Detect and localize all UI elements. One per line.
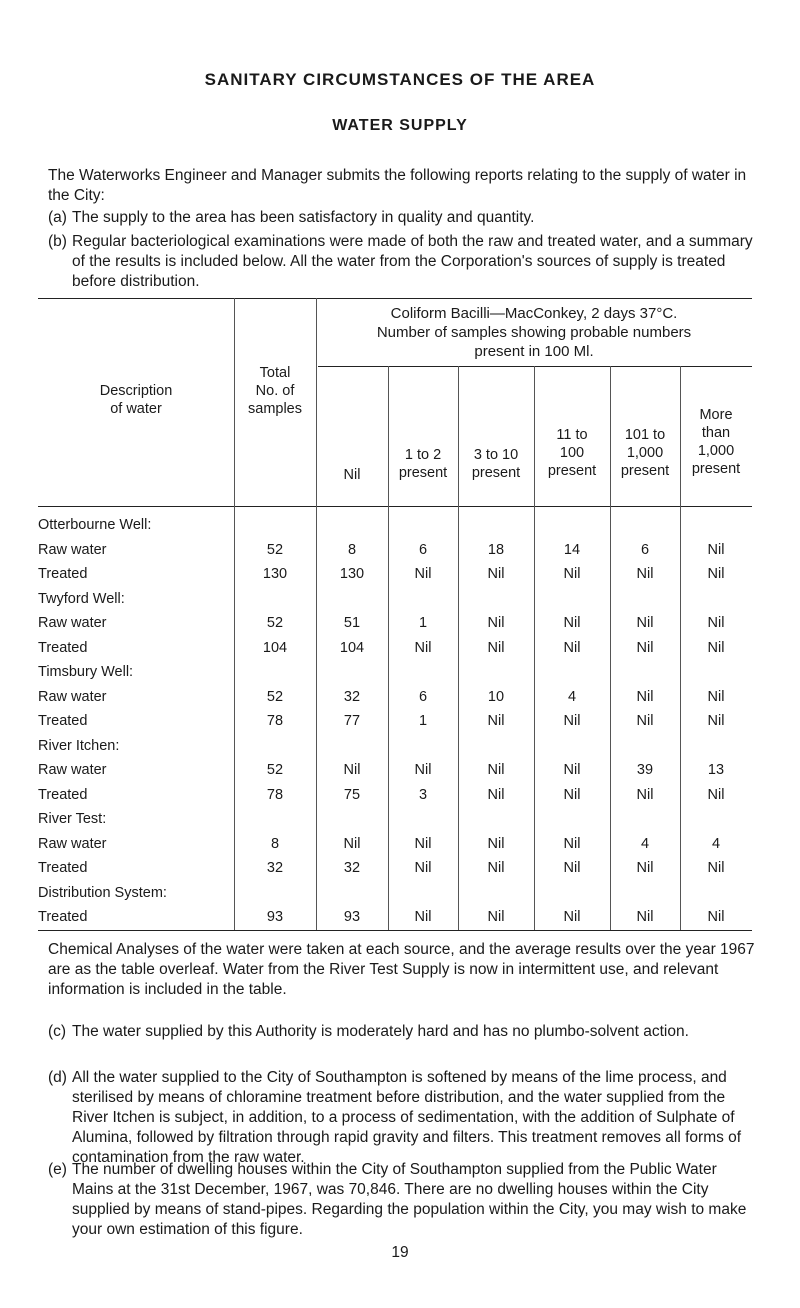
table-cell: Nil bbox=[707, 713, 725, 729]
table-cell: 52 bbox=[266, 615, 284, 631]
item-a-text: The supply to the area has been satisfactory in quality and quantity. bbox=[72, 209, 535, 226]
table-cell: Nil bbox=[636, 615, 654, 631]
header-more-line: than bbox=[701, 425, 731, 441]
item-a-label: (a) bbox=[48, 209, 67, 226]
table-cell: Nil bbox=[487, 566, 505, 582]
header-description-line: of water bbox=[110, 401, 162, 417]
table-cell: Nil bbox=[563, 566, 581, 582]
header-101-to-1000-line: 101 to bbox=[624, 427, 666, 443]
table-cell: Nil bbox=[563, 860, 581, 876]
header-total-line: No. of bbox=[255, 383, 295, 399]
table-cell: Nil bbox=[414, 639, 432, 656]
item-c-label: (c) bbox=[48, 1023, 67, 1040]
page-heading: SANITARY CIRCUMSTANCES OF THE AREA bbox=[204, 70, 596, 89]
table-cell: 13 bbox=[707, 762, 725, 778]
table-cell: 18 bbox=[487, 541, 505, 558]
item-d-label: (d) bbox=[48, 1069, 67, 1086]
row-label-text: Treated bbox=[38, 713, 88, 729]
item-c bbox=[48, 1022, 760, 1062]
table-cell: Nil bbox=[707, 639, 725, 656]
table-cell: 32 bbox=[343, 688, 361, 705]
table-cell: 104 bbox=[339, 639, 365, 656]
table-cell: Nil bbox=[636, 786, 654, 803]
header-1-to-2-line: 1 to 2 bbox=[404, 447, 442, 463]
table-cell: 93 bbox=[343, 909, 361, 925]
table-cell: 78 bbox=[266, 786, 284, 803]
table-cell: Nil bbox=[414, 909, 432, 925]
table-cell: Nil bbox=[636, 860, 654, 876]
header-11-to-100-line: 11 to bbox=[556, 427, 588, 443]
table-cell: 4 bbox=[567, 688, 577, 705]
row-label-text: Treated bbox=[38, 566, 88, 582]
table-cell: Nil bbox=[636, 713, 654, 729]
table-cell: 4 bbox=[640, 835, 650, 852]
header-coliform-line: Coliform Bacilli—MacConkey, 2 days 37°C. bbox=[390, 305, 678, 322]
item-d-text: All the water supplied to the City of Southampton is softened by means of the lime process, and sterilised by means of chloramine treatment before distribution, and the water supplied from the River Itchen is subject, in addition, to a process of sedimentation, with the addition of Sulphate of Alumina, followed by filtration through rapid gravity and filters. This treatment removes all forms of contamination from the raw water. bbox=[72, 1069, 742, 1166]
row-label bbox=[38, 786, 228, 804]
header-coliform-line: present in 100 Ml. bbox=[474, 343, 594, 360]
section-heading: WATER SUPPLY bbox=[332, 117, 468, 134]
header-nil: Nil bbox=[343, 467, 361, 483]
header-more-line: present bbox=[691, 461, 741, 477]
page-number: 19 bbox=[391, 1244, 409, 1261]
item-b-label: (b) bbox=[48, 233, 67, 250]
table-cell: Nil bbox=[414, 835, 432, 852]
table-cell: Nil bbox=[707, 688, 725, 705]
item-b-text: Regular bacteriological examinations were made of both the raw and treated water, and a summary of the results is included below. All the water from the Corporation's sources of supply is treated before distribution. bbox=[72, 233, 753, 290]
item-c-text: The water supplied by this Authority is moderately hard and has no plumbo-solvent action. bbox=[72, 1023, 689, 1040]
table-cell: 1 bbox=[418, 713, 428, 729]
table-cell: Nil bbox=[343, 835, 361, 852]
table-cell: 75 bbox=[343, 786, 361, 803]
table-cell: 6 bbox=[418, 541, 428, 558]
row-label bbox=[38, 908, 228, 926]
table-cell: 10 bbox=[487, 688, 505, 705]
table-cell: Nil bbox=[707, 860, 725, 876]
item-a bbox=[48, 208, 760, 228]
row-label bbox=[38, 688, 228, 706]
table-cell: 39 bbox=[636, 762, 654, 778]
header-101-to-1000-line: present bbox=[620, 463, 670, 479]
table-cell: Nil bbox=[636, 909, 654, 925]
table-cell: 4 bbox=[711, 835, 721, 852]
row-label bbox=[38, 541, 228, 559]
table-cell: 32 bbox=[343, 860, 361, 876]
table-cell: Nil bbox=[487, 639, 505, 656]
header-description-line: Description bbox=[99, 383, 173, 399]
table-cell: Nil bbox=[563, 615, 581, 631]
table-cell: 130 bbox=[262, 566, 288, 582]
table-cell: Nil bbox=[563, 639, 581, 656]
table-bottom-rule bbox=[38, 930, 752, 931]
table-cell: Nil bbox=[636, 688, 654, 705]
row-label bbox=[38, 835, 228, 853]
table-cell: Nil bbox=[563, 786, 581, 803]
row-label bbox=[38, 712, 228, 730]
header-more-line: 1,000 bbox=[697, 443, 735, 459]
table-cell: 52 bbox=[266, 541, 284, 558]
table-cell: Nil bbox=[563, 713, 581, 729]
header-3-to-10-line: 3 to 10 bbox=[473, 447, 519, 463]
table-cell: 6 bbox=[418, 688, 428, 705]
row-label-text: Treated bbox=[38, 860, 88, 876]
table-cell: Nil bbox=[414, 860, 432, 876]
table-cell: Nil bbox=[414, 762, 432, 778]
table-cell: 104 bbox=[262, 639, 288, 656]
group-name: River Itchen: bbox=[38, 737, 120, 754]
table-cell: Nil bbox=[707, 786, 725, 803]
table-cell: 8 bbox=[270, 835, 280, 852]
header-more-line: More bbox=[699, 407, 733, 423]
row-label-text: Treated bbox=[38, 786, 88, 803]
table-cell: Nil bbox=[636, 566, 654, 582]
table-cell: Nil bbox=[487, 713, 505, 729]
row-label-text: Raw water bbox=[38, 541, 107, 558]
table-cell: Nil bbox=[487, 786, 505, 803]
item-b bbox=[48, 232, 760, 292]
bacteriology-table bbox=[38, 298, 752, 925]
row-label-text: Raw water bbox=[38, 762, 107, 778]
item-e-label: (e) bbox=[48, 1161, 67, 1178]
group-name: Twyford Well: bbox=[38, 590, 125, 607]
table-cell: Nil bbox=[487, 762, 505, 778]
table-cell: 93 bbox=[266, 909, 284, 925]
row-label-text: Raw water bbox=[38, 688, 107, 705]
table-cell: 6 bbox=[640, 541, 650, 558]
table-cell: Nil bbox=[487, 835, 505, 852]
row-label bbox=[38, 761, 228, 779]
group-name: River Test: bbox=[38, 811, 107, 827]
row-label-text: Treated bbox=[38, 639, 88, 656]
row-label-text: Treated bbox=[38, 909, 88, 925]
table-cell: 52 bbox=[266, 762, 284, 778]
table-cell: Nil bbox=[707, 541, 725, 558]
table-cell: 51 bbox=[343, 615, 361, 631]
table-cell: 77 bbox=[343, 713, 361, 729]
table-cell: 14 bbox=[563, 541, 581, 558]
header-101-to-1000-line: 1,000 bbox=[626, 445, 664, 461]
chemical-analyses-paragraph: Chemical Analyses of the water were taken at each source, and the average results over the year 1967 are as the table overleaf. Water from the River Test Supply is now in intermittent use, and relevant information is included in the table. bbox=[48, 941, 755, 998]
table-cell: 8 bbox=[347, 541, 357, 558]
item-e-text: The number of dwelling houses within the City of Southampton supplied from the Public Water Mains at the 31st December, 1967, was 70,846. There are no dwelling houses within the City supplied by means of stand-pipes. Regarding the population within the City, you may wish to make your own estimation of this figure. bbox=[72, 1161, 747, 1238]
table-body bbox=[38, 298, 752, 930]
table-cell: Nil bbox=[487, 860, 505, 876]
row-label-text: Raw water bbox=[38, 835, 107, 852]
header-3-to-10-line: present bbox=[471, 465, 521, 481]
table-cell: 3 bbox=[418, 786, 428, 803]
header-11-to-100-line: 100 bbox=[559, 445, 585, 461]
group-name: Distribution System: bbox=[38, 884, 167, 901]
table-cell: Nil bbox=[343, 762, 361, 778]
table-cell: 130 bbox=[339, 566, 365, 582]
table-cell: 52 bbox=[266, 688, 284, 705]
header-total-line: samples bbox=[248, 401, 302, 417]
table-cell: 32 bbox=[266, 860, 284, 876]
header-1-to-2-line: present bbox=[398, 465, 448, 481]
table-cell: Nil bbox=[414, 566, 432, 582]
table-cell: Nil bbox=[487, 909, 505, 925]
header-total-line: Total bbox=[259, 365, 291, 381]
table-cell: Nil bbox=[487, 615, 505, 631]
row-label bbox=[38, 859, 228, 877]
table-cell: Nil bbox=[563, 835, 581, 852]
table-cell: Nil bbox=[563, 762, 581, 778]
row-label bbox=[38, 639, 228, 657]
group-name: Timsbury Well: bbox=[38, 664, 134, 680]
table-cell: Nil bbox=[636, 639, 654, 656]
table-cell: Nil bbox=[707, 615, 725, 631]
intro-paragraph: The Waterworks Engineer and Manager submits the following reports relating to the supply of water in the City: bbox=[48, 167, 747, 204]
table-cell: Nil bbox=[707, 909, 725, 925]
table-cell: Nil bbox=[563, 909, 581, 925]
table-cell: Nil bbox=[707, 566, 725, 582]
row-label bbox=[38, 565, 228, 583]
row-label-text: Raw water bbox=[38, 615, 107, 631]
group-name: Otterbourne Well: bbox=[38, 517, 152, 533]
table-cell: 1 bbox=[418, 615, 428, 631]
header-11-to-100-line: present bbox=[547, 463, 597, 479]
row-label bbox=[38, 614, 228, 632]
table-cell: 78 bbox=[266, 713, 284, 729]
header-coliform-line: Number of samples showing probable numbers bbox=[376, 324, 692, 341]
